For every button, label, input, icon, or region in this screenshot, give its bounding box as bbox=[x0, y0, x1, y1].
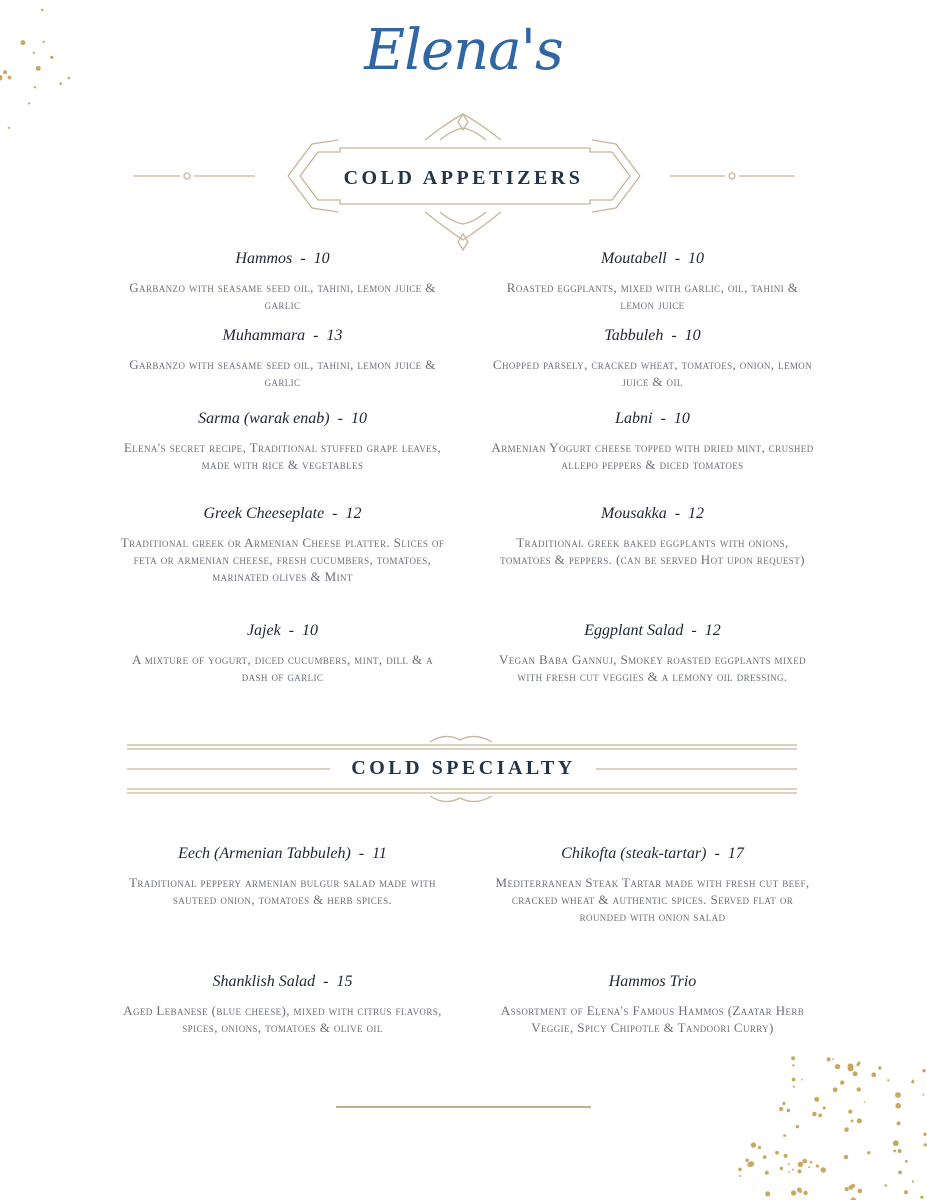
gold-dot bbox=[848, 1063, 854, 1069]
gold-dot bbox=[799, 1189, 803, 1193]
gold-dot bbox=[779, 1107, 783, 1111]
gold-dot bbox=[763, 1155, 767, 1159]
gold-dot bbox=[922, 1069, 925, 1072]
gold-dot bbox=[895, 1103, 901, 1109]
gold-dot bbox=[818, 1113, 822, 1117]
gold-dot bbox=[851, 1120, 854, 1123]
gold-dot bbox=[923, 1094, 925, 1096]
menu-item bbox=[490, 973, 815, 1036]
item-name: Labni - 10 bbox=[615, 410, 690, 427]
gold-dot bbox=[878, 1066, 881, 1069]
gold-dot bbox=[905, 1160, 908, 1163]
item-name: Jajek - 10 bbox=[246, 622, 319, 639]
gold-dot bbox=[798, 1162, 803, 1167]
gold-dot bbox=[845, 1187, 849, 1191]
gold-dot bbox=[924, 1143, 927, 1146]
gold-dot bbox=[893, 1140, 899, 1146]
section-title-cold-appetizers: COLD APPETIZERS bbox=[343, 167, 584, 189]
gold-dot bbox=[791, 1056, 795, 1060]
gold-dot bbox=[787, 1109, 791, 1113]
gold-dot bbox=[848, 1110, 852, 1114]
item-description: Vegan Baba Gannuj, Smokey roasted eggplants mixed with fresh cut veggies & a lemony oil dressing. bbox=[498, 652, 807, 684]
item-name: Chikofta (steak-tartar) - 17 bbox=[561, 845, 744, 862]
gold-dot bbox=[791, 1190, 796, 1195]
gold-dot bbox=[923, 1133, 926, 1136]
gold-dot bbox=[801, 1079, 803, 1081]
gold-dot bbox=[857, 1063, 860, 1066]
gold-dot bbox=[857, 1087, 861, 1091]
menu-item bbox=[490, 410, 815, 473]
gold-dot bbox=[793, 1086, 795, 1088]
gold-dot bbox=[745, 1159, 749, 1163]
menu-item bbox=[490, 845, 815, 925]
section-title-cold-specialty: COLD SPECIALTY bbox=[351, 757, 576, 779]
gold-dot bbox=[765, 1191, 770, 1196]
item-name: Tabbuleh - 10 bbox=[604, 327, 701, 344]
gold-dot bbox=[893, 1150, 896, 1153]
item-name: Eech (Armenian Tabbuleh) - 11 bbox=[178, 845, 387, 862]
footer-divider bbox=[336, 1106, 591, 1108]
item-description: Assortment of Elena's Famous Hammos (Zaatar Herb Veggie, Spicy Chipotle & Tandoori Curry) bbox=[500, 1003, 805, 1035]
gold-dot bbox=[920, 1196, 923, 1199]
gold-dot bbox=[823, 1106, 826, 1109]
gold-dot bbox=[844, 1127, 849, 1132]
gold-dot bbox=[808, 1166, 810, 1168]
gold-dot bbox=[849, 1185, 854, 1190]
menu-item bbox=[120, 505, 445, 585]
menu-item bbox=[120, 250, 445, 313]
gold-dot bbox=[895, 1092, 901, 1098]
gold-dot bbox=[864, 1101, 866, 1103]
item-description: Traditional greek or Armenian Cheese platter. Slices of feta or armenian cheese, fresh cucumbers, tomatoes, marinated olives & Mint bbox=[120, 535, 445, 584]
menu-item bbox=[120, 845, 445, 908]
gold-dot bbox=[840, 1080, 844, 1084]
item-description: Chopped parsely, cracked wheat, tomatoes, onion, lemon juice & oil bbox=[492, 357, 813, 389]
gold-dot bbox=[784, 1154, 788, 1158]
item-name: Shanklish Salad - 15 bbox=[212, 973, 353, 990]
menu-item bbox=[120, 973, 445, 1036]
gold-dot bbox=[844, 1155, 848, 1159]
gold-dot bbox=[858, 1189, 863, 1194]
item-description: Traditional greek baked eggplants with onions, tomatoes & peppers. (can be served Hot upon request) bbox=[500, 535, 805, 567]
gold-dot bbox=[810, 1161, 813, 1164]
gold-dot bbox=[815, 1113, 817, 1115]
gold-dot bbox=[833, 1087, 838, 1092]
menu-item bbox=[120, 410, 445, 473]
menu-item bbox=[490, 622, 815, 685]
gold-dot bbox=[34, 86, 36, 88]
gold-dot bbox=[758, 1146, 761, 1149]
gold-dot bbox=[782, 1102, 785, 1105]
gold-dot bbox=[904, 1190, 908, 1194]
gold-dot bbox=[751, 1142, 756, 1147]
menu-item bbox=[490, 327, 815, 390]
gold-dot bbox=[788, 1171, 790, 1173]
gold-dot bbox=[802, 1159, 807, 1164]
menu-item bbox=[490, 505, 815, 568]
gold-dot bbox=[827, 1057, 831, 1061]
gold-dot bbox=[780, 1167, 784, 1171]
gold-dot bbox=[887, 1079, 889, 1081]
item-name: Hammos Trio bbox=[608, 973, 697, 990]
gold-dot bbox=[816, 1165, 819, 1168]
item-description: Aged Lebanese (blue cheese), mixed with citrus flavors, spices, onions, tomatoes & olive oil bbox=[123, 1003, 442, 1035]
item-name: Moutabell - 10 bbox=[600, 250, 705, 267]
gold-dot bbox=[871, 1072, 876, 1077]
gold-dot bbox=[853, 1071, 858, 1076]
item-description: Garbanzo with seasame seed oil, tahini, lemon juice & garlic bbox=[129, 357, 436, 389]
gold-dot bbox=[898, 1171, 902, 1175]
gold-dot bbox=[798, 1169, 802, 1173]
gold-dot bbox=[792, 1078, 796, 1082]
menu-item bbox=[120, 327, 445, 390]
gold-dot bbox=[792, 1169, 794, 1171]
item-description: Elena's secret recipe, Traditional stuffed grape leaves, made with rice & vegetables bbox=[123, 440, 442, 472]
gold-dot bbox=[792, 1064, 794, 1066]
item-description: Garbanzo with seasame seed oil, tahini, lemon juice & garlic bbox=[129, 280, 436, 312]
item-description: Traditional peppery armenian bulgur salad made with sauteed onion, tomatoes & herb spices. bbox=[129, 875, 436, 907]
menu-item bbox=[120, 622, 445, 685]
gold-dot bbox=[911, 1080, 914, 1083]
gold-dot bbox=[738, 1168, 742, 1172]
item-name: Muhammara - 13 bbox=[222, 327, 343, 344]
elenas-logo: Elena's bbox=[364, 18, 563, 83]
item-description: A mixture of yogurt, diced cucumbers, mint, dill & a dash of garlic bbox=[131, 652, 434, 684]
item-name: Mousakka - 12 bbox=[600, 505, 705, 522]
gold-dot bbox=[783, 1134, 786, 1137]
gold-dot bbox=[803, 1191, 807, 1195]
gold-dot bbox=[749, 1161, 755, 1167]
gold-dot bbox=[739, 1175, 741, 1177]
item-name: Greek Cheeseplate - 12 bbox=[203, 505, 362, 522]
item-name: Eggplant Salad - 12 bbox=[584, 622, 721, 639]
menu-item bbox=[490, 250, 815, 313]
item-name: Sarma (warak enab) - 10 bbox=[198, 410, 367, 427]
gold-dot bbox=[765, 1171, 769, 1175]
item-description: Armenian Yogurt cheese topped with dried mint, crushed allepo peppers & diced tomatoes bbox=[491, 440, 814, 472]
gold-dot bbox=[814, 1097, 819, 1102]
gold-dot bbox=[796, 1125, 799, 1128]
gold-dot bbox=[884, 1184, 887, 1187]
gold-dot bbox=[821, 1167, 826, 1172]
gold-dot bbox=[788, 1163, 790, 1165]
item-description: Roasted eggplants, mixed with garlic, oil, tahini & lemon juice bbox=[506, 280, 799, 312]
gold-dot bbox=[867, 1151, 870, 1154]
item-description: Mediterranean Steak Tartar made with fresh cut beef, cracked wheat & authentic spices. Served flat or rounded with onion salad bbox=[495, 875, 810, 924]
item-name: Hammos - 10 bbox=[235, 250, 330, 267]
gold-dot bbox=[857, 1118, 862, 1123]
gold-dot bbox=[912, 1180, 914, 1182]
gold-dot bbox=[898, 1149, 902, 1153]
gold-dot bbox=[775, 1151, 779, 1155]
gold-dot bbox=[41, 9, 44, 12]
gold-dot bbox=[897, 1121, 901, 1125]
gold-dot bbox=[832, 1058, 834, 1060]
gold-dot bbox=[835, 1064, 840, 1069]
